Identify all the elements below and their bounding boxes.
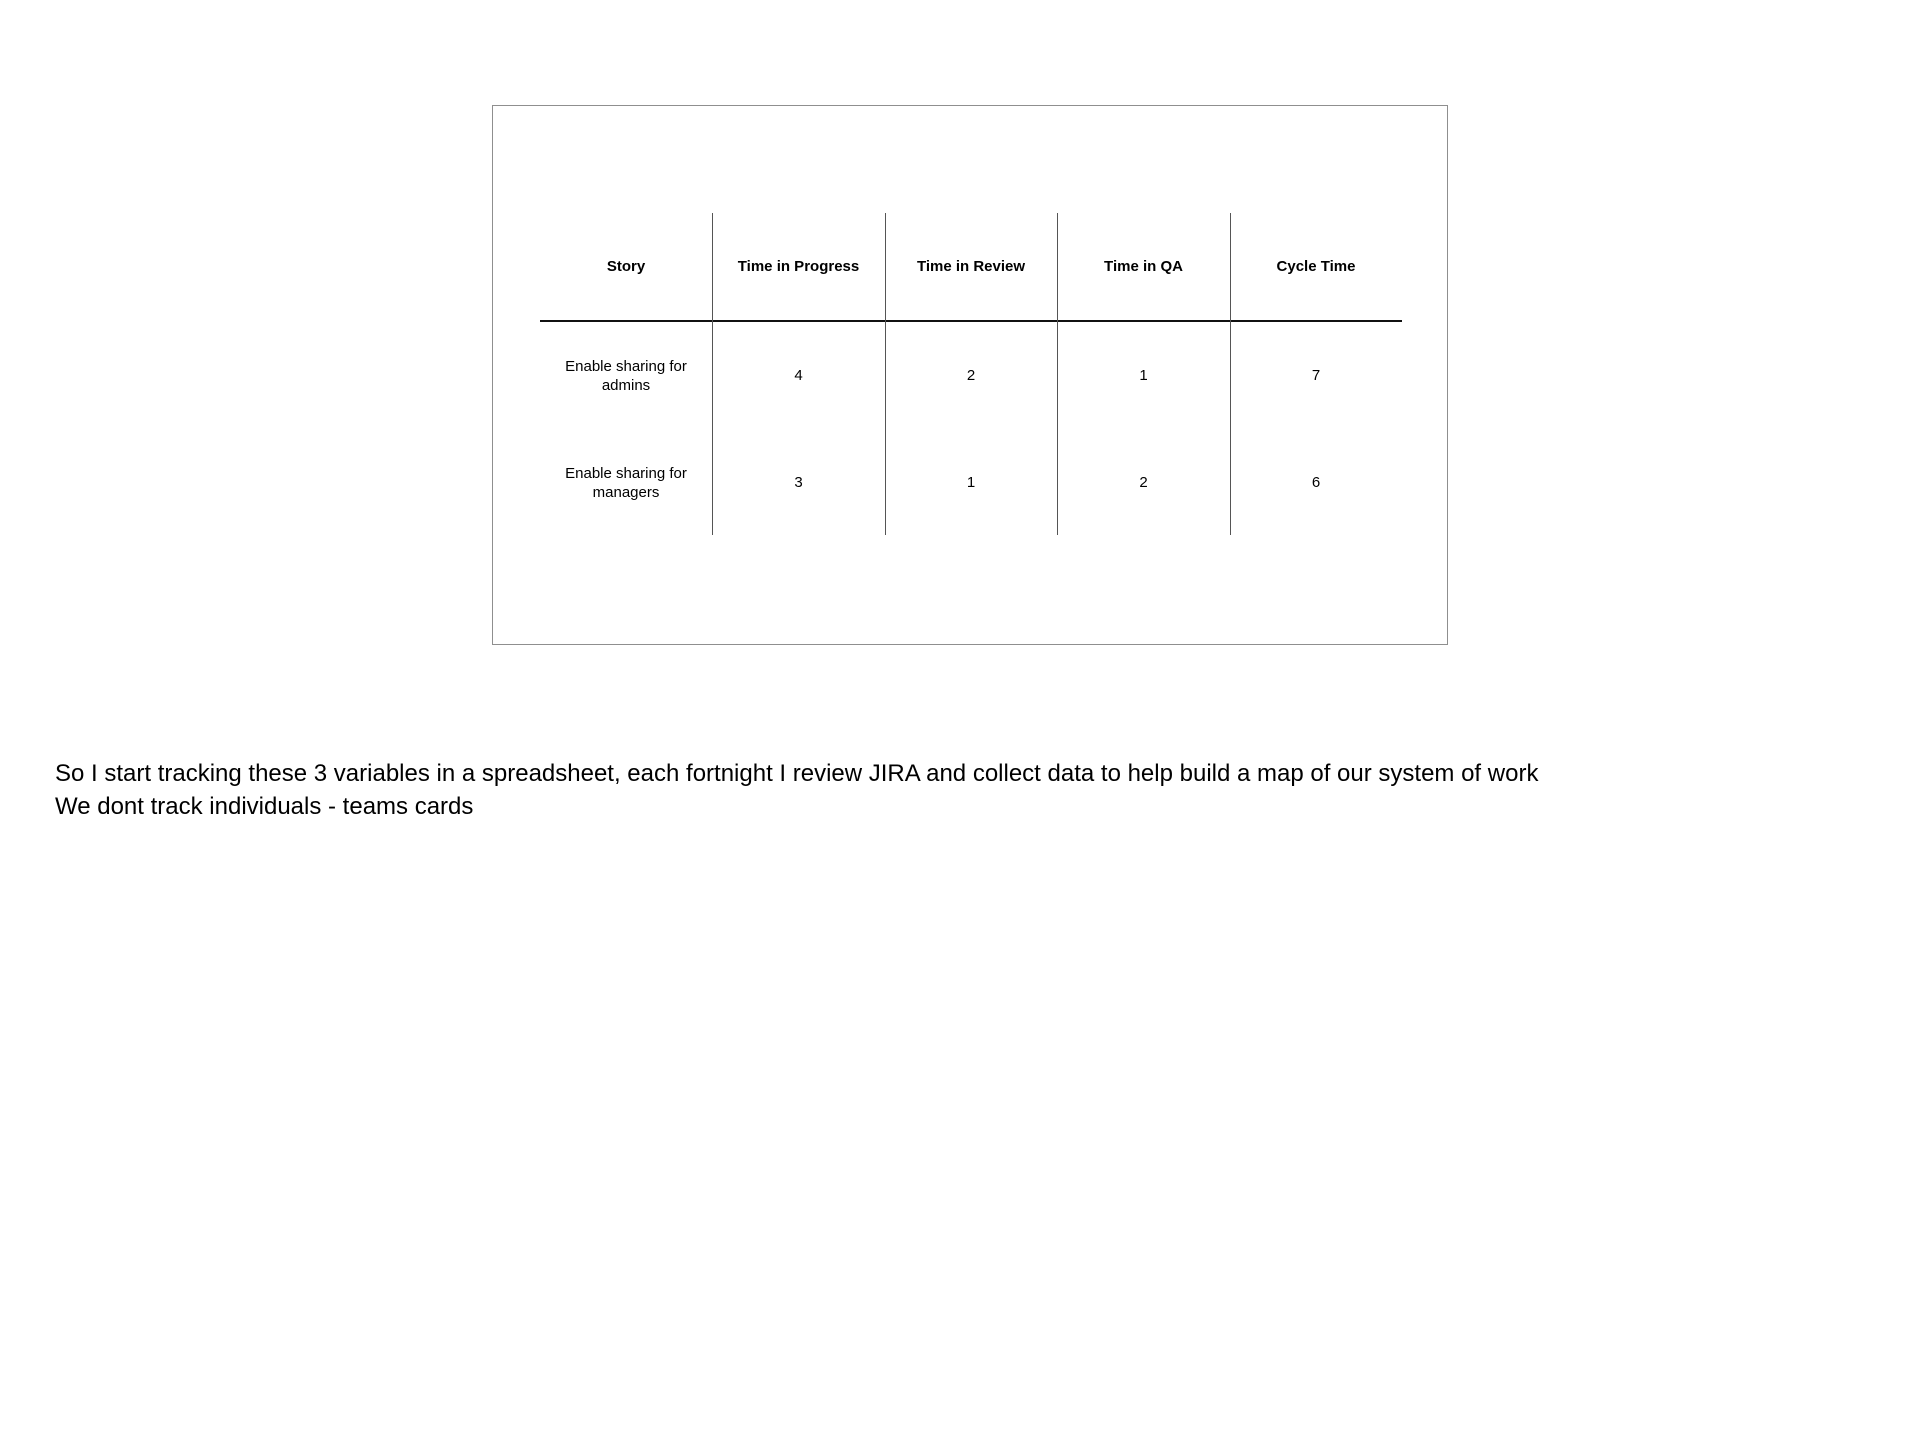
header-time-in-qa: Time in QA (1104, 258, 1183, 275)
column-divider (885, 213, 886, 535)
caption-line-1: So I start tracking these 3 variables in a spreadsheet, each fortnight I review JIRA and collect data to help build a map of our system of work (55, 760, 1539, 787)
column-divider (712, 213, 713, 535)
row1-time-in-review: 2 (966, 367, 976, 384)
row1-cycle-time: 7 (1311, 367, 1321, 384)
row1-time-in-qa: 1 (1139, 367, 1148, 384)
row1-story: Enable sharing for admins (565, 357, 687, 394)
row1-time-in-progress: 4 (794, 367, 803, 384)
header-time-in-progress: Time in Progress (737, 258, 860, 275)
row2-time-in-progress: 3 (794, 474, 803, 491)
row2-story: Enable sharing for managers (565, 464, 687, 501)
header-time-in-review: Time in Review (916, 258, 1026, 275)
cycle-time-table (540, 213, 1402, 535)
row2-time-in-qa: 2 (1139, 474, 1148, 491)
header-story: Story (606, 258, 646, 275)
row2-cycle-time: 6 (1311, 474, 1321, 491)
header-cycle-time: Cycle Time (1276, 258, 1356, 275)
column-divider (1057, 213, 1058, 535)
slide-frame (492, 105, 1448, 645)
caption-line-2: We dont track individuals - teams cards (55, 793, 474, 820)
row2-time-in-review: 1 (966, 474, 976, 491)
column-divider (1230, 213, 1231, 535)
